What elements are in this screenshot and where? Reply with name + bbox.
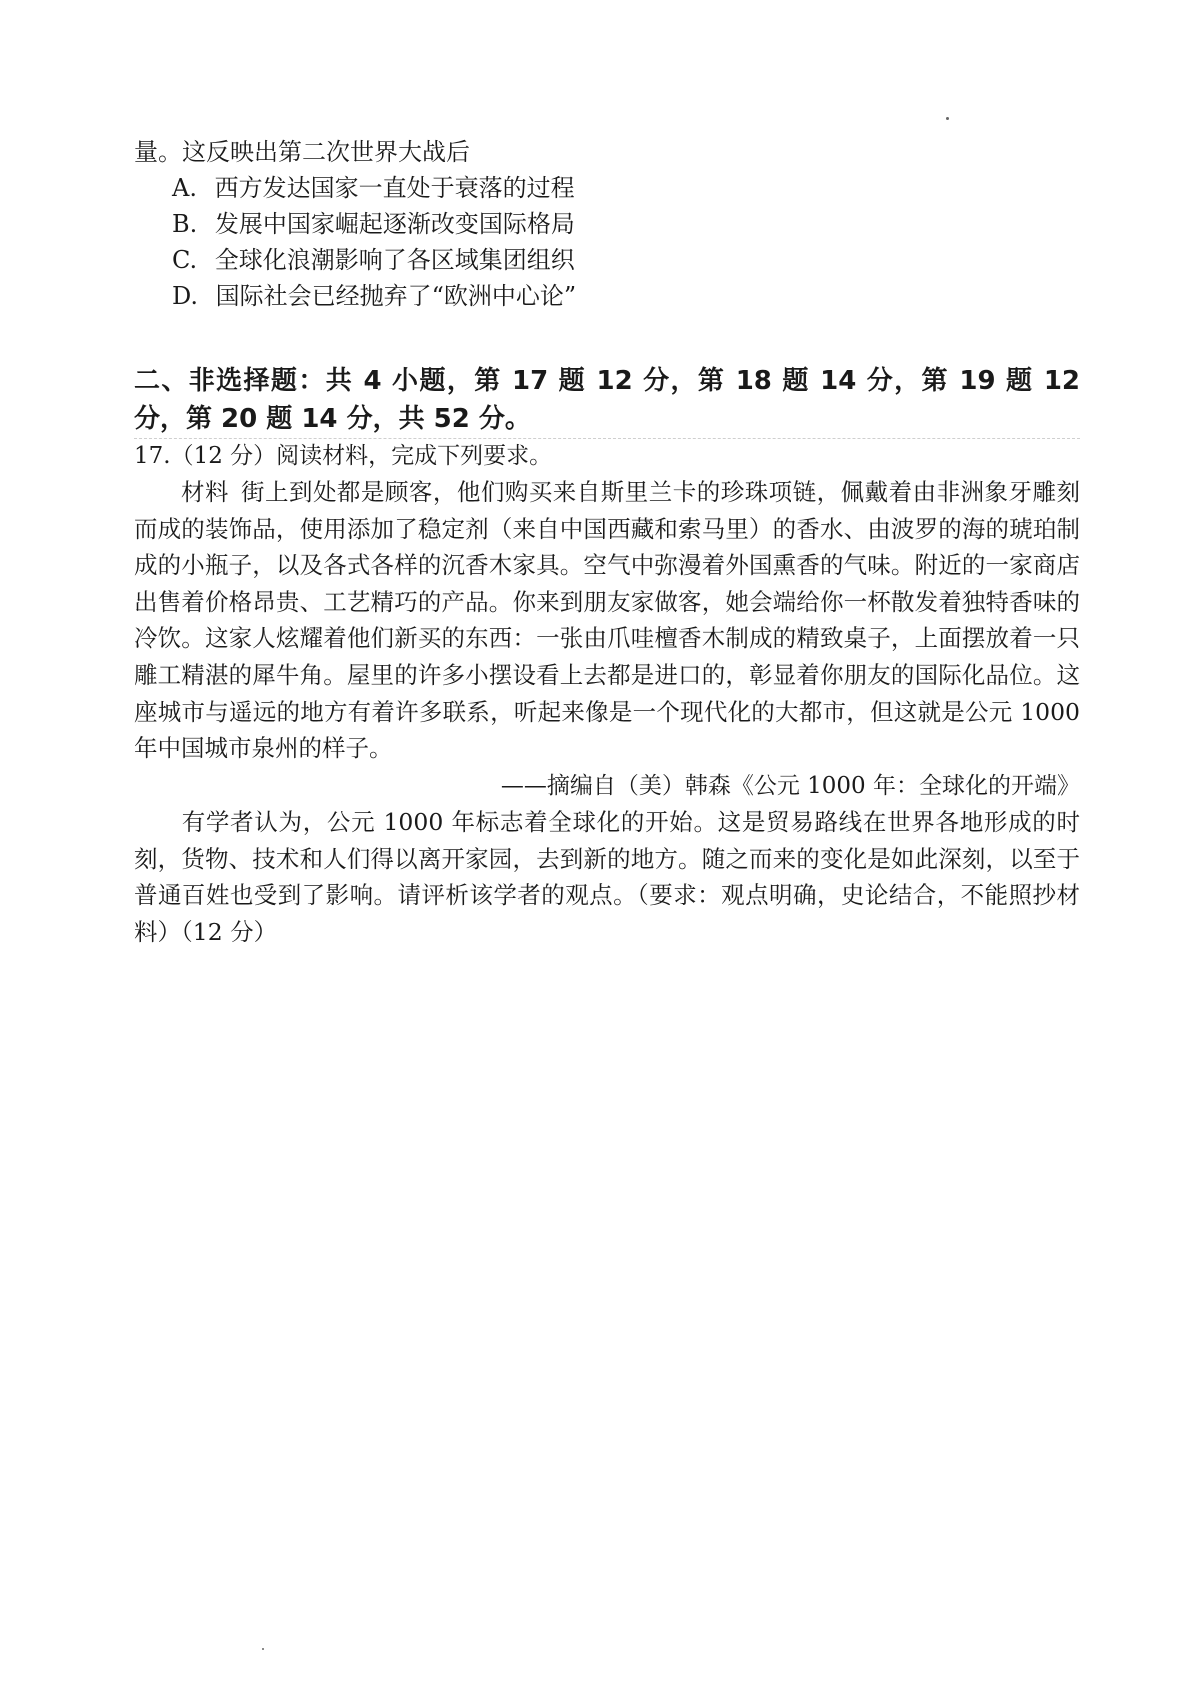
- option-text: 国际社会已经抛弃了“欧洲中心论”: [215, 282, 577, 310]
- question-prompt-text: 有学者认为，公元 1000 年标志着全球化的开始。这是贸易路线在世界各地形成的时刻，货物、技术和人们得以离开家园，去到新的地方。随之而来的变化是如此深刻，以至于普通百姓也受到了影响。请评析该学者的观点。（要求：观点明确，史论结合，不能照抄材料）（12 分）: [134, 808, 1080, 946]
- option-letter: B.: [172, 210, 198, 238]
- option-c: [172, 242, 575, 278]
- question-continuation: 量。这反映出第二次世界大战后: [134, 138, 470, 166]
- option-text: 西方发达国家一直处于衰落的过程: [214, 174, 575, 202]
- option-a: [172, 170, 575, 206]
- option-letter: D.: [172, 282, 199, 310]
- option-letter: A.: [172, 174, 197, 202]
- question-17-prompt: [134, 804, 1080, 950]
- scan-speck: [946, 117, 949, 120]
- question-17-header: 17.（12 分）阅读材料，完成下列要求。: [134, 438, 1080, 473]
- material-source: ——摘编自（美）韩森《公元 1000 年：全球化的开端》: [500, 773, 1080, 799]
- section-heading: 二、非选择题：共 4 小题，第 17 题 12 分，第 18 题 14 分，第 19 题 12 分，第 20 题 14 分，共 52 分。: [134, 366, 1080, 434]
- option-text: 全球化浪潮影响了各区域集团组织: [214, 246, 575, 274]
- scan-speck: [262, 1648, 264, 1650]
- option-text: 发展中国家崛起逐渐改变国际格局: [214, 210, 575, 238]
- option-b: [172, 206, 575, 242]
- material-label: 材料: [181, 478, 229, 506]
- option-letter: C.: [172, 246, 198, 274]
- material-passage: [134, 474, 1080, 767]
- material-text: 街上到处都是顾客，他们购买来自斯里兰卡的珍珠项链，佩戴着由非洲象牙雕刻而成的装饰品，使用添加了稳定剂（来自中国西藏和索马里）的香水、由波罗的海的琥珀制成的小瓶子，以及各式各样的沉香木家具。空气中弥漫着外国熏香的气味。附近的一家商店出售着价格昂贵、工艺精巧的产品。你来到朋友家做客，她会端给你一杯散发着独特香味的冷饮。这家人炫耀着他们新买的东西：一张由爪哇檀香木制成的精致桌子，上面摆放着一只雕工精湛的犀牛角。屋里的许多小摆设看上去都是进口的，彰显着你朋友的国际化品位。这座城市与遥远的地方有着许多联系，听起来像是一个现代化的大都市，但这就是公元 1000 年中国城市泉州的样子。: [134, 478, 1081, 763]
- option-d: [172, 278, 576, 314]
